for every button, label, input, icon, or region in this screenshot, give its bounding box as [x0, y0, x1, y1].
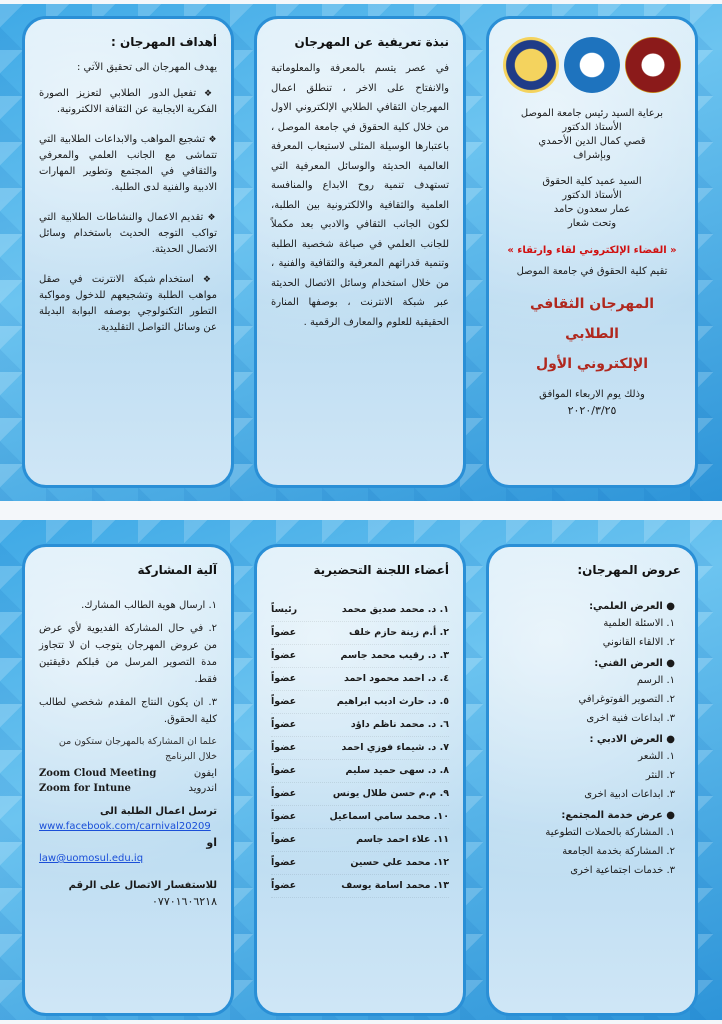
committee-member-row [271, 806, 449, 829]
goals-panel [22, 16, 234, 488]
committee-member-row [271, 760, 449, 783]
android-app-name: Zoom for Intune [39, 783, 131, 794]
cover-panel [486, 16, 698, 488]
goal-item: ❖ تفعيل الدور الطلابي لتعزيز الصورة الفكرية الايجابية عن الثقافة الالكترونية. [39, 86, 217, 118]
member-role: عضواً [271, 673, 297, 684]
platform-note: علما ان المشاركة بالمهرجان ستكون من خلال البرنامج [58, 736, 217, 762]
member-role: عضواً [271, 811, 297, 822]
participation-panel [22, 544, 234, 1016]
member-role: عضواً [271, 650, 297, 661]
college-logo-icon [503, 37, 559, 93]
show-item: ١. الاسئلة العلمية [603, 618, 675, 629]
committee-panel [254, 544, 466, 1016]
host-line: تقيم كلية الحقوق في جامعة الموصل [516, 266, 668, 277]
date-line: ٢٠٢٠/٣/٢٥ [567, 404, 617, 417]
goal-item: ❖ تقديم الاعمال والنشاطات الطلابية التي تواكب التوجه الحديث باستخدام وسائل الاتصال الحديثة. [39, 210, 217, 258]
member-role: عضواً [271, 742, 297, 753]
show-item: ١. الشعر [638, 751, 675, 762]
phone-title: للاستفسار الاتصال على الرقم [68, 880, 217, 891]
show-item: ٣. ابداعات فنية اخرى [586, 713, 675, 724]
goal-item: ❖ استخدام شبكة الانترنت في صقل مواهب الطلبة وتشجيعهم للدخول ومواكبة التطور التكنولوجي بوصفه البوابة البديلة عن وسائل التواصل التقليدية. [39, 272, 217, 336]
committee-member-row [271, 691, 449, 714]
shows-list [503, 601, 681, 880]
show-item: ٢. المشاركة بخدمة الجامعة [562, 846, 675, 857]
committee-title: أعضاء اللجنة التحضيرية [313, 563, 449, 577]
committee-member-row [271, 783, 449, 806]
committee-member-row [271, 668, 449, 691]
member-name: ٦. د. محمد ناظم داؤد [350, 719, 449, 730]
show-section-title: ● العرض الادبي : [503, 734, 675, 745]
member-role: عضواً [271, 857, 297, 868]
committee-member-row [271, 875, 449, 898]
committee-member-row [271, 714, 449, 737]
send-works-title: ترسل اعمال الطلبة الى [99, 806, 217, 817]
ios-app-name: Zoom Cloud Meeting [39, 768, 157, 779]
goals-title: أهداف المهرجان : [110, 35, 217, 49]
android-label: اندرويد [188, 783, 217, 794]
show-item: ٣. خدمات اجتماعية اخرى [570, 865, 675, 876]
patron-block [503, 107, 681, 231]
patron-line: الأستاذ الدكتور [562, 190, 622, 201]
show-item: ٢. النثر [645, 770, 675, 781]
member-role: عضواً [271, 627, 297, 638]
ios-label: ايفون [193, 768, 217, 779]
member-role: عضواً [271, 788, 297, 799]
patron-line: وبإشراف [573, 150, 611, 161]
member-name: ٨. د. سهى حميد سليم [345, 765, 449, 776]
committee-member-row [271, 829, 449, 852]
committee-member-row [271, 599, 449, 622]
member-name: ٩. م.م حسن طلال يونس [332, 788, 449, 799]
participation-item: ٣. ان يكون النتاج المقدم شخصي لطالب كلية الحقوق. [39, 697, 217, 725]
committee-list [271, 599, 449, 898]
member-name: ١. د. محمد صديق محمد [341, 604, 449, 615]
intro-title: نبذة تعريفية عن المهرجان [294, 35, 449, 49]
slogan: « الفضاء الإلكتروني لقاء وارتقاء » [507, 245, 677, 256]
patron-line: الأستاذ الدكتور [562, 122, 622, 133]
member-name: ١٣. محمد اسامة يوسف [341, 880, 449, 891]
member-name: ٧. د. شيماء فوزي احمد [341, 742, 449, 753]
committee-member-row [271, 737, 449, 760]
show-item: ٣. ابداعات ادبية اخرى [584, 789, 675, 800]
member-name: ٣. د. رقيب محمد جاسم [340, 650, 449, 661]
member-name: ١١. علاء احمد جاسم [356, 834, 449, 845]
patron-line: وتحت شعار [567, 218, 617, 229]
member-name: ١٠. محمد سامي اسماعيل [329, 811, 449, 822]
festival-name-line2: الإلكتروني الأول [535, 356, 649, 372]
show-section-title: ● العرض الفني: [503, 658, 675, 669]
goal-item: ❖ تشجيع المواهب والابداعات الطلابية التي تتماشى مع الجانب العلمي والمعرفي والثقافي في المجتمع وتطوير المهارات الادبية والفنية لدى الطلبة. [39, 132, 217, 196]
patron-line: السيد عميد كلية الحقوق [542, 176, 642, 187]
ios-app-row [39, 768, 217, 779]
festival-name-line1: المهرجان الثقافي الطلابي [530, 296, 654, 342]
committee-member-row [271, 645, 449, 668]
intro-text: في عصر يتسم بالمعرفة والمعلوماتية والانفتاح على الاخر ، تنطلق اعمال المهرجان الثقافي الطلابي الإلكتروني الاول من خلال كلية الحقوق في جامعة الموصل ، باعتبارها الوسيلة المثلى لاستيعاب المعرفة العالمية الحديثة والوسائل المعرفية التي تستهدف تنمية روح الابداع والمنافسة العلمية والثقافية والالكترونية بين الطلبة، لكون الجانب الثقافي والادبي بعد مكملاً للجانب العلمي في صياغة شخصية الطلبة وتنمية قدراتهم المعرفية والثقافية والفنية ، من خلال استخدام وسائل الاتصال الحديثة عبر شبكة الانترنت ، بوصفها المنارة الحقيقية للعلوم والمعارف الرقمية . [271, 63, 449, 328]
participation-item: ١. ارسال هوية الطالب المشارك. [81, 600, 217, 611]
phone-number: ٠٧٧٠١٦٠٦٢١٨ [152, 895, 217, 908]
festival-logo-icon [564, 37, 620, 93]
participation-title: آلية المشاركة [137, 563, 217, 577]
brochure-outer-side [0, 4, 722, 501]
facebook-link[interactable]: www.facebook.com/carnival20209 [39, 821, 211, 832]
member-name: ١٢. محمد علي حسين [350, 857, 449, 868]
logos-row [503, 37, 681, 93]
member-role: رئيساً [271, 604, 298, 615]
member-name: ٢. أ.م زينة حازم خلف [348, 627, 449, 638]
shows-panel [486, 544, 698, 1016]
show-section-title: ● عرض خدمة المجتمع: [503, 810, 675, 821]
member-role: عضواً [271, 719, 297, 730]
patron-line: عمار سعدون حامد [553, 204, 631, 215]
university-logo-icon [625, 37, 681, 93]
member-role: عضواً [271, 765, 297, 776]
member-role: عضواً [271, 696, 297, 707]
show-item: ١. الرسم [636, 675, 675, 686]
committee-member-row [271, 852, 449, 875]
show-item: ١. المشاركة بالحملات التطوعية [545, 827, 675, 838]
patron-line: برعاية السيد رئيس جامعة الموصل [520, 108, 664, 119]
day-line: وذلك يوم الاربعاء الموافق [539, 389, 645, 400]
or-label: او [206, 836, 217, 849]
brochure-inner-side [0, 520, 722, 1020]
goals-intro: يهدف المهرجان الى تحقيق الآتي : [77, 62, 217, 73]
intro-panel [254, 16, 466, 488]
patron-line: قصي كمال الدين الأحمدي [538, 136, 646, 147]
show-item: ٢. التصوير الفوتوغرافي [578, 694, 675, 705]
member-name: ٥. د. حارث اديب ابراهيم [336, 696, 449, 707]
show-section-title: ● العرض العلمي: [503, 601, 675, 612]
member-name: ٤. د. احمد محمود احمد [344, 673, 449, 684]
show-item: ٢. الالقاء القانوني [602, 637, 675, 648]
android-app-row [39, 783, 217, 794]
shows-title: عروض المهرجان: [577, 563, 681, 577]
page-gap [0, 501, 722, 520]
member-role: عضواً [271, 880, 297, 891]
member-role: عضواً [271, 834, 297, 845]
participation-item: ٢. في حال المشاركة الفديوية لأي عرض من عروض المهرجان يتوجب ان لا تتجاوز مدة التصوير المرسل من قبلكم دقيقتين فقط. [39, 623, 217, 685]
email-link[interactable]: law@uomosul.edu.iq [39, 853, 144, 864]
committee-member-row [271, 622, 449, 645]
